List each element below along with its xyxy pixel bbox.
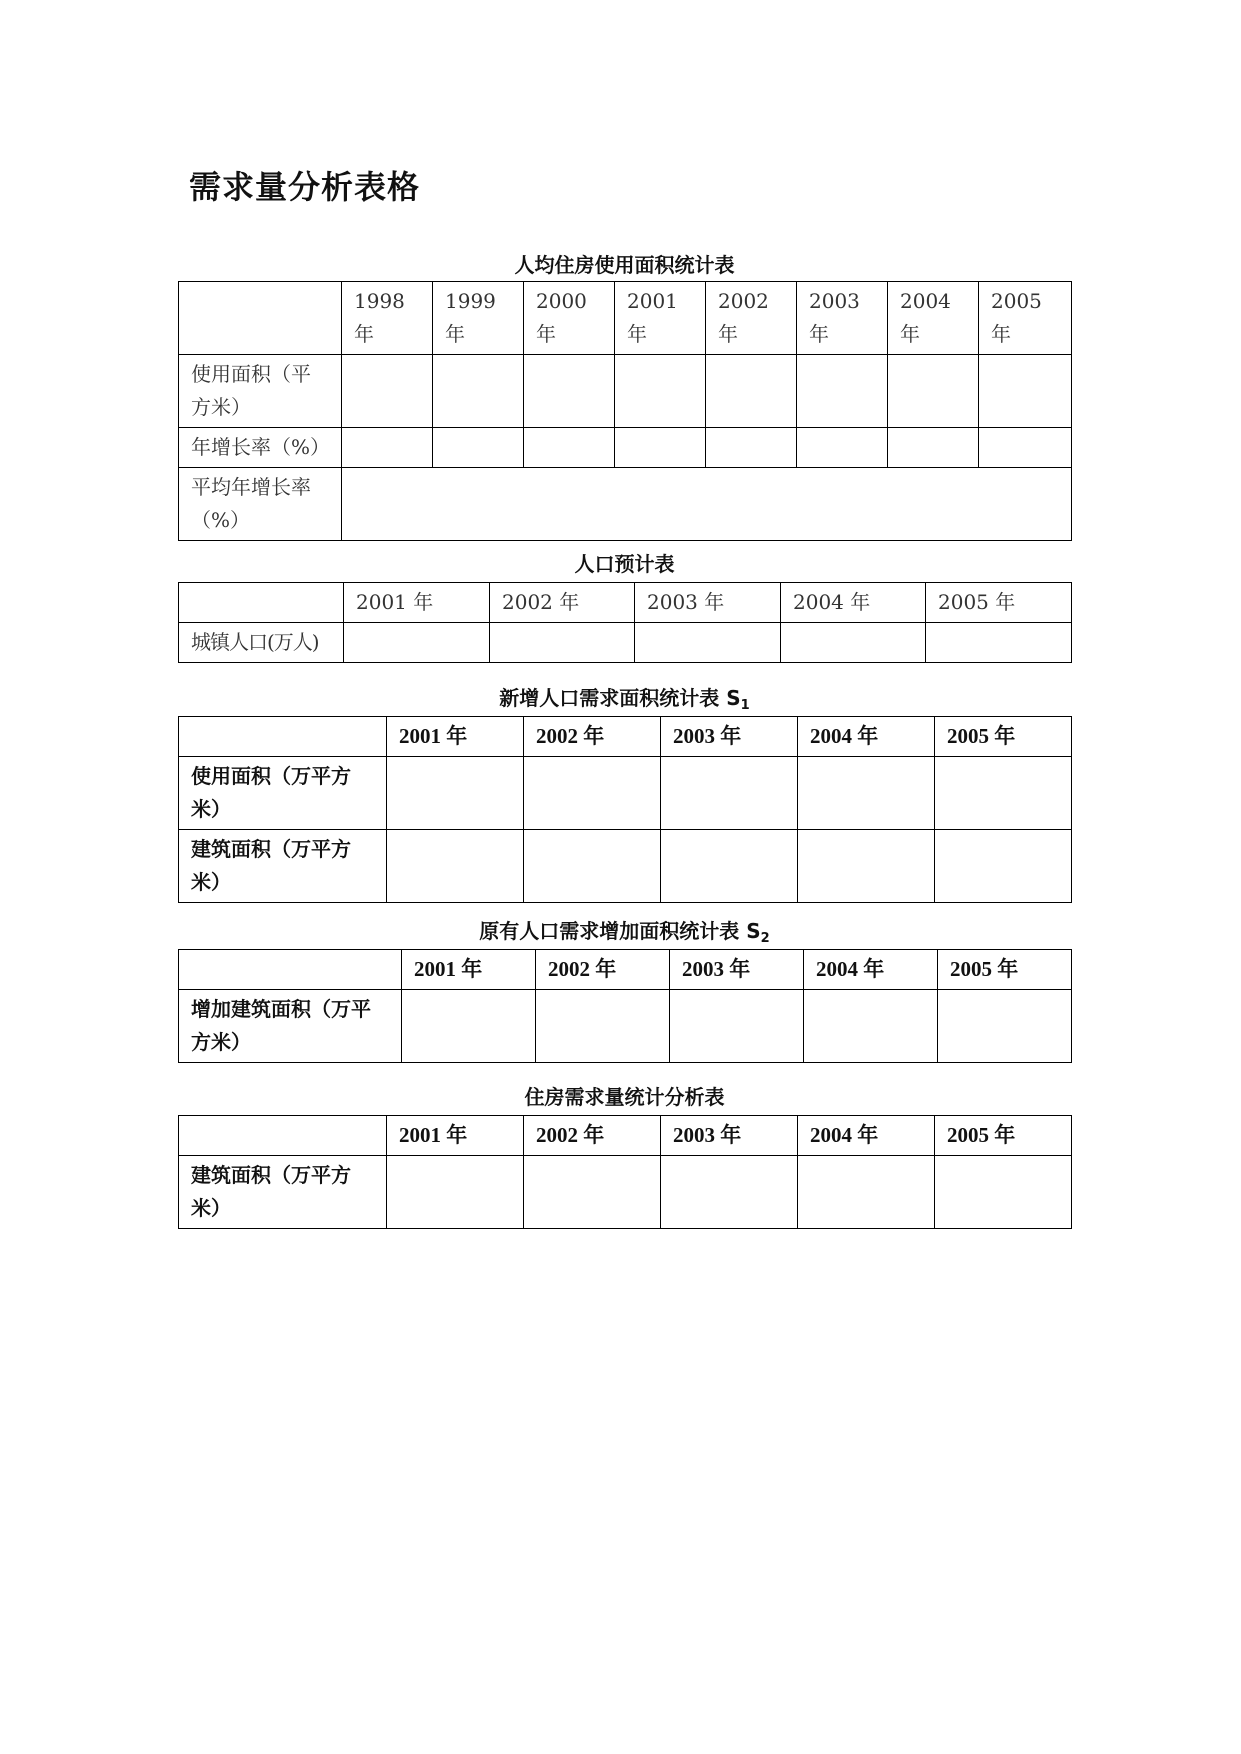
row-label: 使用面积（万平方米） [179,757,387,830]
data-cell[interactable] [938,990,1072,1063]
data-cell[interactable] [433,428,524,468]
year-header: 2004 年 [798,1116,935,1156]
row-label: 增加建筑面积（万平方米） [179,990,402,1063]
year-header: 2005 年 [935,717,1072,757]
year-header: 2004年 [888,282,979,355]
per-capita-area-table [178,281,1072,541]
data-cell[interactable] [797,428,888,468]
data-cell[interactable] [536,990,670,1063]
new-population-demand-table [178,716,1072,903]
data-cell[interactable] [387,757,524,830]
data-cell[interactable] [670,990,804,1063]
data-cell[interactable] [387,830,524,903]
table4-title: 原有人口需求增加面积统计表 $S_2$ [479,919,770,946]
merged-data-cell[interactable] [342,468,1072,541]
year-header: 2002 年 [490,583,635,623]
row-label: 建筑面积（万平方米） [179,1156,387,1229]
header-corner-cell [179,717,387,757]
page-title: 需求量分析表格 [189,168,421,206]
data-cell[interactable] [888,355,979,428]
data-cell[interactable] [524,428,615,468]
data-cell[interactable] [798,830,935,903]
existing-population-demand-table [178,949,1072,1063]
year-header: 2004 年 [798,717,935,757]
year-header: 2001 年 [387,717,524,757]
data-cell[interactable] [342,355,433,428]
data-cell[interactable] [798,1156,935,1229]
data-cell[interactable] [524,355,615,428]
table2-title: 人口预计表 [574,552,675,576]
year-header: 2003 年 [635,583,781,623]
year-header: 1999年 [433,282,524,355]
header-corner-cell [179,1116,387,1156]
year-header: 2002 年 [536,950,670,990]
year-header: 2001 年 [402,950,536,990]
year-header: 1998年 [342,282,433,355]
data-cell[interactable] [661,830,798,903]
header-corner-cell [179,282,342,355]
year-header: 2003 年 [661,1116,798,1156]
data-cell[interactable] [979,428,1072,468]
year-header: 2004 年 [781,583,926,623]
table5-title: 住房需求量统计分析表 [524,1085,725,1109]
data-cell[interactable] [661,757,798,830]
data-cell[interactable] [402,990,536,1063]
row-label: 建筑面积（万平方米） [179,830,387,903]
data-cell[interactable] [781,623,926,663]
year-header: 2002年 [706,282,797,355]
housing-demand-summary-table [178,1115,1072,1229]
year-header: 2003 年 [670,950,804,990]
year-header: 2000年 [524,282,615,355]
row-label: 使用面积（平方米） [179,355,342,428]
year-header: 2001年 [615,282,706,355]
data-cell[interactable] [935,1156,1072,1229]
year-header: 2004 年 [804,950,938,990]
year-header: 2001 年 [344,583,490,623]
year-header: 2005 年 [935,1116,1072,1156]
data-cell[interactable] [888,428,979,468]
row-label: 城镇人口(万人) [179,623,344,663]
year-header: 2003 年 [661,717,798,757]
data-cell[interactable] [706,355,797,428]
header-corner-cell [179,583,344,623]
data-cell[interactable] [979,355,1072,428]
data-cell[interactable] [798,757,935,830]
year-header: 2002 年 [524,717,661,757]
row-label: 年增长率（%） [179,428,342,468]
year-header: 2001 年 [387,1116,524,1156]
data-cell[interactable] [490,623,635,663]
row-label: 平均年增长率（%） [179,468,342,541]
data-cell[interactable] [342,428,433,468]
data-cell[interactable] [926,623,1072,663]
header-corner-cell [179,950,402,990]
table3-title: 新增人口需求面积统计表 $S_1$ [499,686,750,713]
year-header: 2002 年 [524,1116,661,1156]
year-header: 2005年 [979,282,1072,355]
population-forecast-table [178,582,1072,663]
data-cell[interactable] [804,990,938,1063]
data-cell[interactable] [344,623,490,663]
data-cell[interactable] [524,830,661,903]
data-cell[interactable] [661,1156,798,1229]
data-cell[interactable] [706,428,797,468]
table1-title: 人均住房使用面积统计表 [514,253,735,277]
data-cell[interactable] [635,623,781,663]
year-header: 2005 年 [938,950,1072,990]
data-cell[interactable] [615,355,706,428]
year-header: 2003年 [797,282,888,355]
data-cell[interactable] [935,830,1072,903]
data-cell[interactable] [797,355,888,428]
data-cell[interactable] [433,355,524,428]
data-cell[interactable] [935,757,1072,830]
data-cell[interactable] [615,428,706,468]
data-cell[interactable] [524,757,661,830]
data-cell[interactable] [387,1156,524,1229]
year-header: 2005 年 [926,583,1072,623]
data-cell[interactable] [524,1156,661,1229]
